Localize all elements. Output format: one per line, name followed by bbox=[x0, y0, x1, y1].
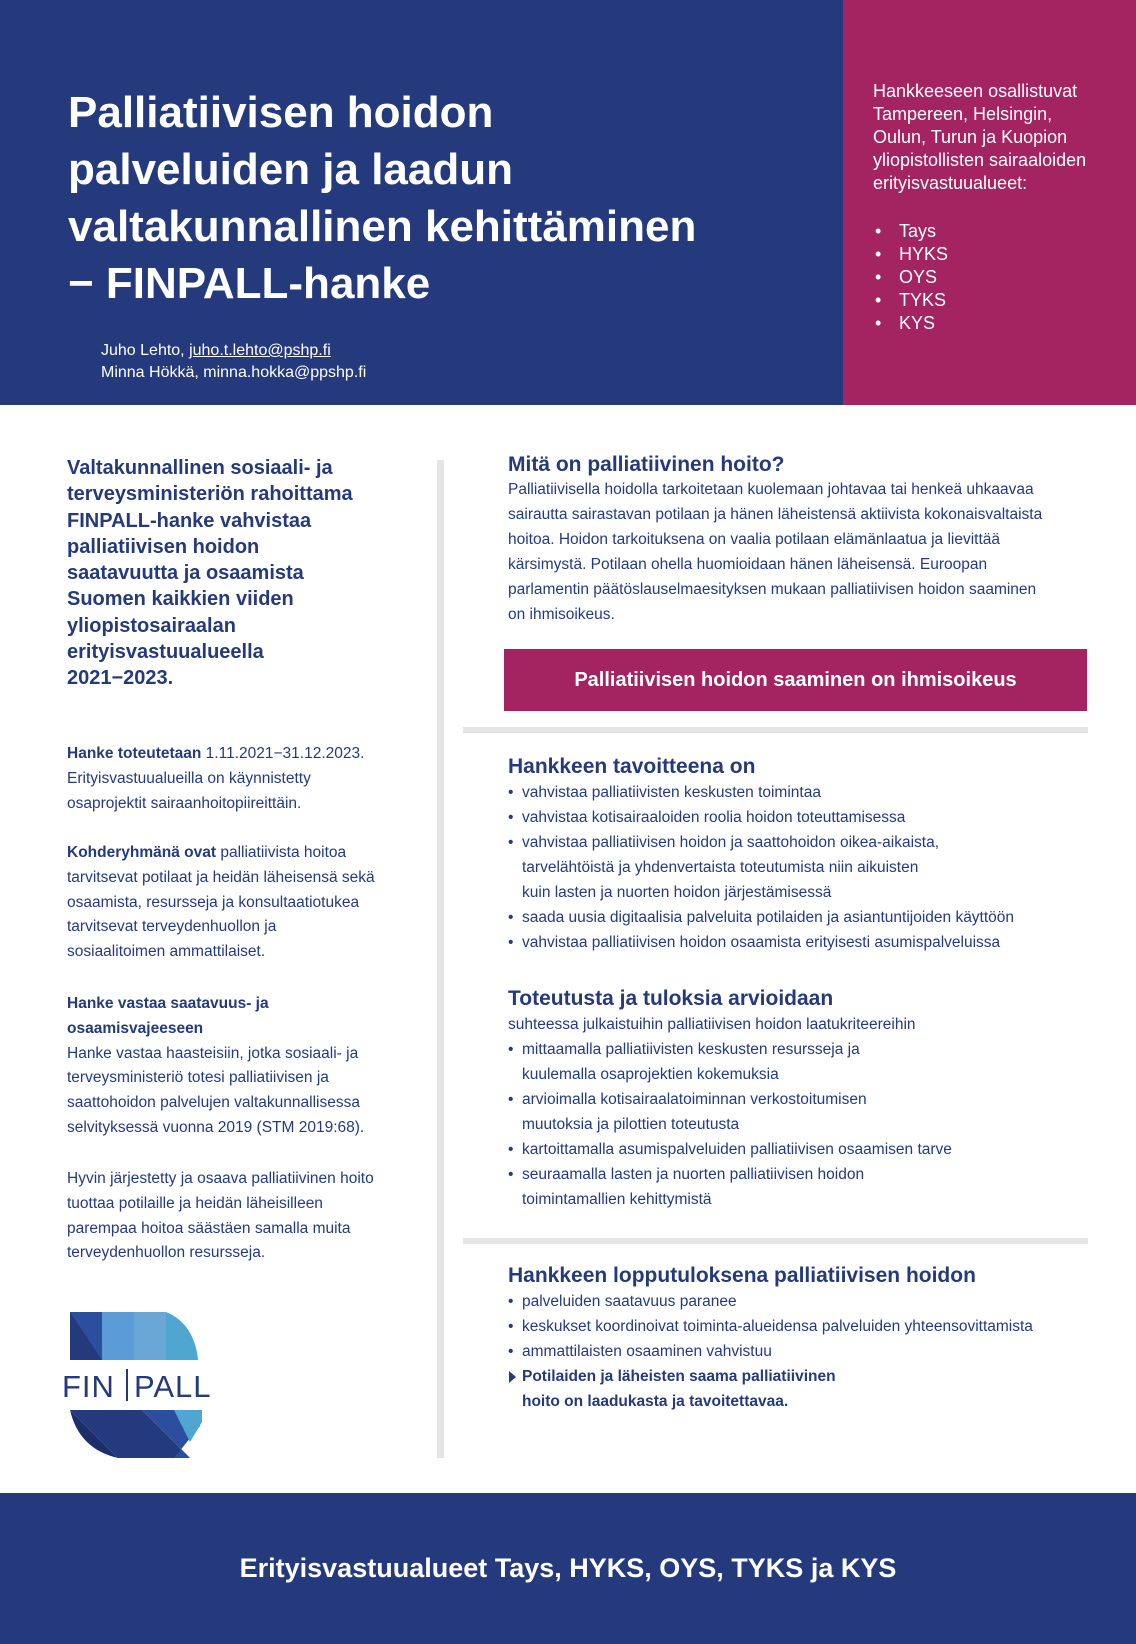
finpall-logo bbox=[62, 1312, 222, 1460]
list-item: • saada uusia digitaalisia palveluita potilaiden ja asiantuntijoiden käyttöön bbox=[508, 905, 1088, 930]
list-item: • kartoittamalla asumispalveluiden palliatiivisen osaamisen tarve bbox=[508, 1137, 1088, 1162]
list-item: • arvioimalla kotisairaalatoiminnan verkostoitumisen muutoksia ja pilottien toteutusta bbox=[508, 1087, 1088, 1137]
column-divider bbox=[437, 460, 444, 1458]
benefit-paragraph: Hyvin järjestetty ja osaava palliatiivinen hoito tuottaa potilaille ja heidän läheisilleen parempaa hoitoa säästäen samalla muita terveydenhuollon resursseja. bbox=[67, 1170, 374, 1262]
list-item: • vahvistaa palliatiivisen hoidon ja saattohoidon oikea-aikaista, tarvelähtöistä ja yhdenvertaista toteutumista niin aikuisten kuin lasten ja nuorten hoidon järjestämisessä bbox=[508, 830, 1088, 905]
logo-text-pall: PALL bbox=[134, 1369, 212, 1404]
region-item: • KYS bbox=[873, 312, 948, 335]
list-item: • keskukset koordinoivat toiminta-alueidensa palveluiden yhteensovittamista bbox=[508, 1314, 1088, 1339]
results-heading: Hankkeen lopputuloksena palliatiivisen hoidon bbox=[508, 1264, 976, 1287]
what-is-text: Palliatiivisella hoidolla tarkoitetaan kuolemaan johtavaa tai henkeä uhkaavaa sairautta sairastavan potilaan ja hänen läheistensä aktiivista kokonaisvaltaista hoitoa. Hoidon tarkoituksena on vaalia potilaan elämänlaatua ja lievittää kärsimystä. Potilaan ohella huomioidaan hänen läheisensä. Euroopan parlamentin päätöslauselmaesityksen mukaan palliatiivisen hoidon saaminen on ihmisoikeus. bbox=[508, 481, 1043, 623]
section-divider bbox=[463, 727, 1088, 733]
goals-list bbox=[508, 780, 1088, 955]
lead-statement: Valtakunnallinen sosiaali- ja terveysministeriön rahoittama FINPALL-hanke vahvistaa palliatiivisen hoidon saatavuutta ja osaamista Suomen kaikkien viiden yliopistosairaalan erityisvastuualueella 2021−2023. bbox=[67, 457, 353, 690]
region-item: • Tays bbox=[873, 220, 948, 243]
what-is-heading: Mitä on palliatiivinen hoito? bbox=[508, 453, 785, 476]
footer-banner bbox=[0, 1493, 1136, 1644]
goals-heading: Hankkeen tavoitteena on bbox=[508, 755, 756, 778]
goals-section bbox=[508, 754, 1088, 955]
author-1-email-link[interactable]: juho.t.lehto@pshp.fi bbox=[189, 342, 331, 359]
what-is-section bbox=[508, 452, 1088, 627]
region-list bbox=[873, 220, 948, 335]
target-group-paragraph: Kohderyhmänä ovat palliatiivista hoitoa tarvitsevat potilaat ja heidän läheisensä sekä osaamista, resursseja ja konsultaatiotukea tarvitsevat terveydenhuollon ja sosiaalitoimen ammattilaiset. bbox=[67, 844, 375, 961]
page-title: Palliatiivisen hoidon palveluiden ja laadun valtakunnallinen kehittäminen − FINPALL-hanke bbox=[68, 88, 697, 308]
list-item: • palveluiden saatavuus paranee bbox=[508, 1289, 1088, 1314]
gap-paragraph: Hanke vastaa saatavuus- ja osaamisvajeeseen Hanke vastaa haasteisiin, jotka sosiaali- ja terveysministeriö totesi palliatiivisen ja saattohoidon palvelujen valtakunnallisessa selvityksessä vuonna 2019 (STM 2019:68). bbox=[67, 995, 365, 1136]
list-item: • seuraamalla lasten ja nuorten palliatiivisen hoidon toimintamallien kehittymistä bbox=[508, 1162, 1088, 1212]
footer-text: Erityisvastuualueet Tays, HYKS, OYS, TYKS ja KYS bbox=[239, 1553, 897, 1583]
evaluation-intro: suhteessa julkaistuihin palliatiivisen hoidon laatukriteereihin bbox=[508, 1016, 916, 1033]
author-1: Juho Lehto, juho.t.lehto@pshp.fi bbox=[101, 342, 331, 359]
list-item: • ammattilaisten osaaminen vahvistuu bbox=[508, 1339, 1088, 1364]
participants-panel bbox=[843, 0, 1136, 405]
logo-divider bbox=[126, 1369, 128, 1401]
header-panel bbox=[0, 0, 843, 405]
author-2: Minna Hökkä, minna.hokka@ppshp.fi bbox=[101, 364, 367, 381]
schedule-paragraph: Hanke toteutetaan 1.11.2021−31.12.2023. Erityisvastuualueilla on käynnistetty osaprojektit sairaanhoitopiireittäin. bbox=[67, 745, 365, 812]
results-section bbox=[508, 1263, 1088, 1414]
list-item: • mittaamalla palliatiivisten keskusten resursseja ja kuulemalla osaprojektien kokemuksia bbox=[508, 1037, 1088, 1087]
region-item: • OYS bbox=[873, 266, 948, 289]
region-item: • HYKS bbox=[873, 243, 948, 266]
evaluation-heading: Toteutusta ja tuloksia arvioidaan bbox=[508, 987, 834, 1010]
evaluation-section bbox=[508, 986, 1088, 1212]
list-item: • vahvistaa kotisairaaloiden roolia hoidon toteuttamisessa bbox=[508, 805, 1088, 830]
authors bbox=[101, 340, 366, 384]
evaluation-list bbox=[508, 1037, 1088, 1212]
section-divider bbox=[463, 1238, 1088, 1244]
list-item: • vahvistaa palliatiivisten keskusten toimintaa bbox=[508, 780, 1088, 805]
list-item: • vahvistaa palliatiivisen hoidon osaamista erityisesti asumispalveluissa bbox=[508, 930, 1088, 955]
results-list bbox=[508, 1289, 1088, 1414]
human-right-banner: Palliatiivisen hoidon saaminen on ihmisoikeus bbox=[504, 649, 1087, 711]
participants-intro: Hankkeeseen osallistuvat Tampereen, Helsingin, Oulun, Turun ja Kuopion yliopistollisten sairaaloiden erityisvastuualueet: bbox=[873, 81, 1087, 193]
region-item: • TYKS bbox=[873, 289, 948, 312]
logo-text-fin: FIN bbox=[62, 1369, 115, 1404]
result-conclusion: Potilaiden ja läheisten saama palliatiivinen hoito on laadukasta ja tavoitettavaa. bbox=[508, 1364, 1088, 1414]
